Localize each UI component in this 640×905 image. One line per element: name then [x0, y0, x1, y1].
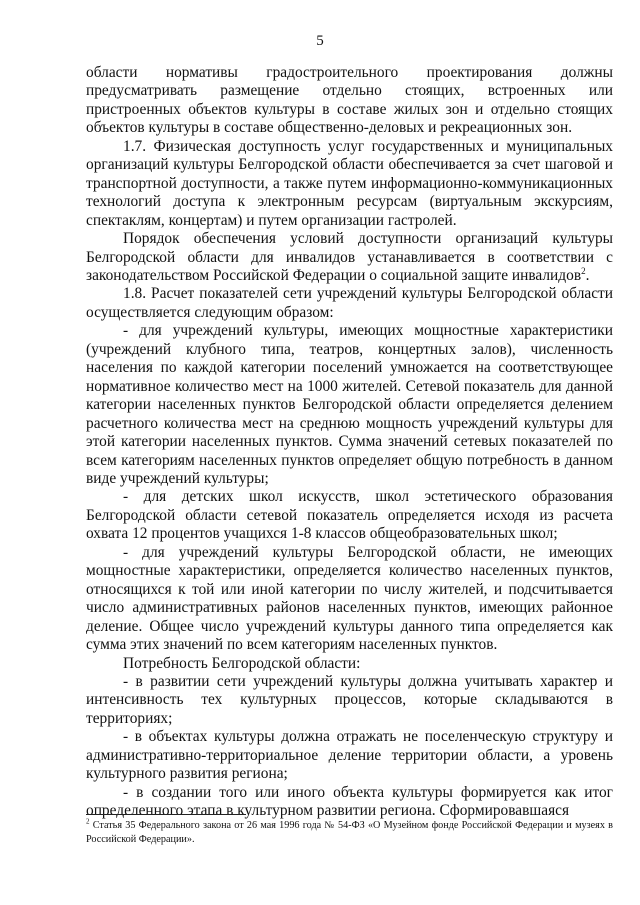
body-text	[86, 64, 613, 821]
paragraph-disabled-access-text: Порядок обеспечения условий доступности организаций культуры Белгородской области для инвалидов устанавливается в соответствии с законодательством Российской Федерации о социальной защите инвалидов	[86, 230, 613, 284]
paragraph-region-needs-heading: Потребность Белгородской области:	[123, 654, 361, 672]
list-item-art-schools: - для детских школ искусств, школ эстетического образования Белгородской области сетевой показатель определяется исходя из расчета охвата 12 процентов учащихся 1-8 классов общеобразовательных школ;	[86, 488, 613, 543]
footnote-marker: 2	[86, 817, 90, 826]
paragraph-disabled-access-tail: .	[585, 266, 590, 284]
footnote-text: Статья 35 Федерального закона от 26 мая 1996 года № 54-ФЗ «О Музейном фонде Российской Федерации и музеях в Российской Федерации».	[86, 820, 613, 845]
page-number: 5	[316, 33, 324, 49]
list-item-non-capacity-institutions: - для учреждений культуры Белгородской области, не имеющих мощностные характеристики, определяется количество населенных пунктов, относящихся к той или иной категории по числу жителей, и подсчитывается число административных районов населенных пунктов, имеющих районное деление. Общее число учреждений культуры данного типа определяется как сумма этих значений по всем категориям населенных пунктов.	[86, 543, 613, 654]
paragraph-1-8-network-calc: 1.8. Расчет показателей сети учреждений культуры Белгородской области осуществляется следующим образом:	[86, 285, 613, 321]
list-item-network-development: - в развитии сети учреждений культуры должна учитывать характер и интенсивность тех культурных процессов, которые складываются в территориях;	[86, 672, 613, 727]
footnote	[86, 819, 613, 847]
paragraph-disabled-access	[86, 230, 613, 285]
paragraph-zones: области нормативы градостроительного проектирования должны предусматривать размещение отдельно стоящих, встроенных или пристроенных объектов культуры в составе жилых зон и отдельно стоящих объектов культуры в составе общественно-деловых и рекреационных зон.	[86, 64, 613, 137]
list-item-culture-objects: - в объектах культуры должна отражать не поселенческую структуру и административно-территориальное деление территории области, а уровень культурного развития региона;	[86, 728, 613, 783]
list-item-object-creation: - в создании того или иного объекта культуры формируется как итог определенного этапа в культурном развитии региона. Сформировавшаяся	[86, 783, 613, 820]
paragraph-1-7-physical-access: 1.7. Физическая доступность услуг государственных и муниципальных организаций культуры Белгородской области обеспечивается за счет шаговой и транспортной доступности, а также путем информационно-коммуникационных технологий доступа к электронным ресурсам (виртуальным экскурсиям, спектаклям, концертам) и путем организации гастролей.	[86, 137, 613, 229]
footnote-reference: 2	[581, 265, 586, 276]
list-item-capacity-institutions: - для учреждений культуры, имеющих мощностные характеристики (учреждений клубного типа, театров, концертных залов), численность населения по каждой категории поселений умножается на соответствующее нормативное количество мест на 1000 жителей. Сетевой показатель для данной категории населенных пунктов Белгородской области определяется делением расчетного количества мест на среднюю мощность учреждений культуры для этой категории населенных пунктов. Сумма значений сетевых показателей по всем категориям населенных пунктов определяет общую потребность в данном виде учреждений культуры;	[86, 322, 613, 487]
footnote-separator	[86, 814, 246, 815]
